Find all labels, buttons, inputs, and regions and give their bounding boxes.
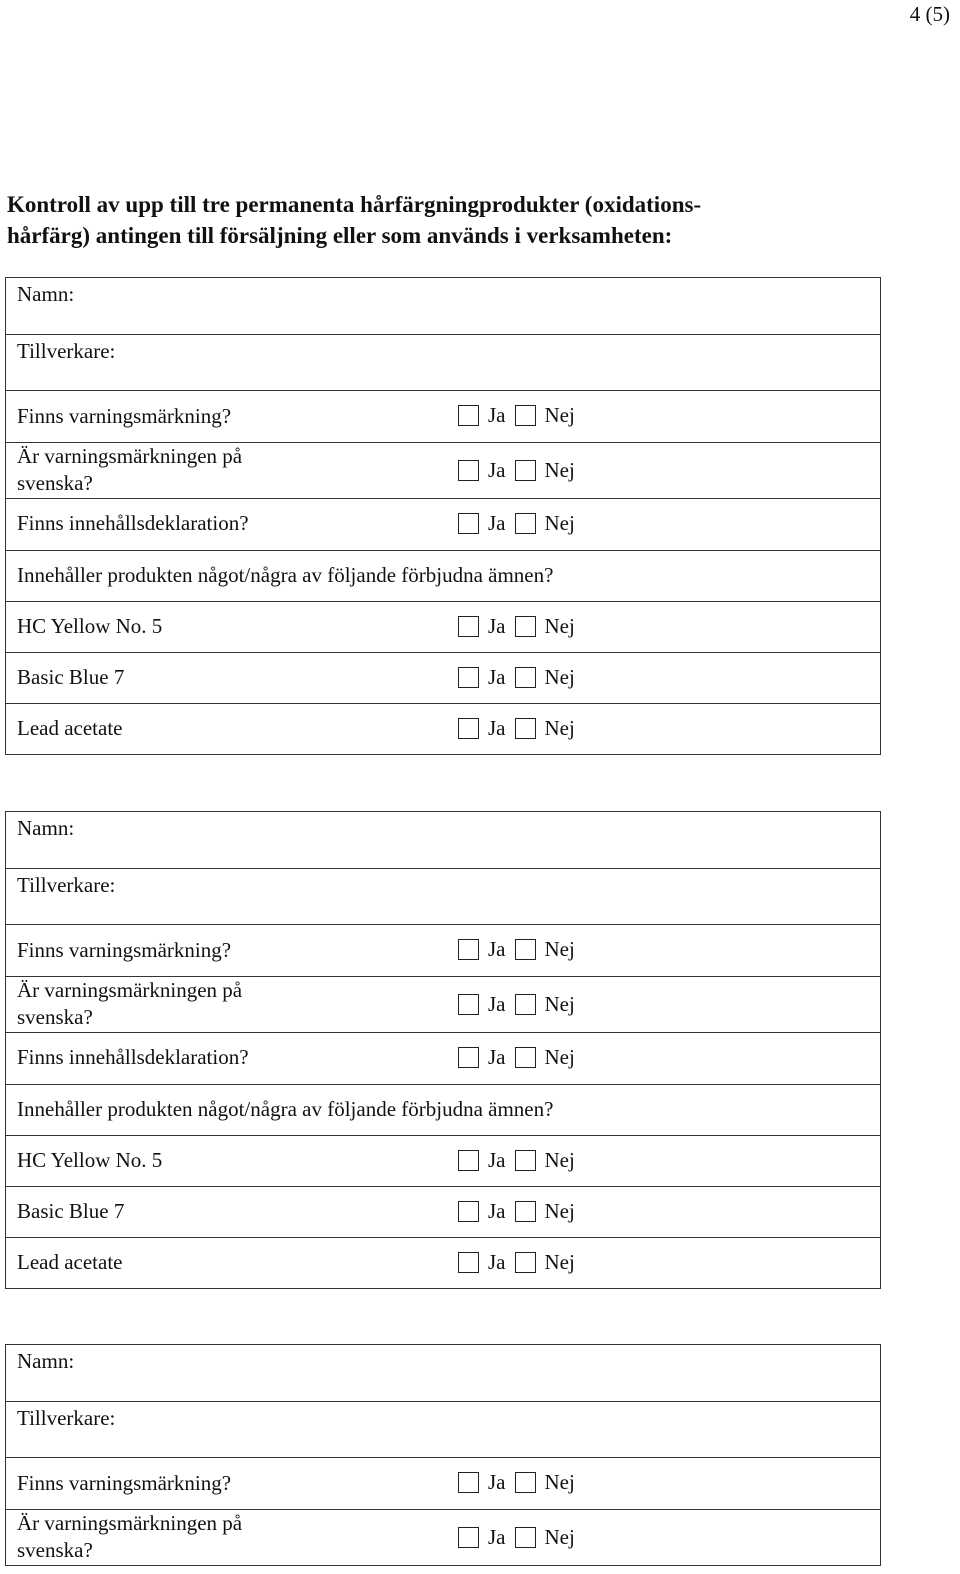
svenska-row (6, 1509, 880, 1565)
question-line-2: svenska? (17, 1005, 93, 1029)
no-checkbox[interactable] (515, 718, 536, 739)
yes-label: Ja (488, 1148, 506, 1172)
varningsmarkning-row (6, 924, 880, 976)
yes-no-options (458, 1045, 584, 1070)
question-label: Innehåller produkten något/några av följande förbjudna ämnen? (17, 563, 554, 587)
yes-checkbox[interactable] (458, 616, 479, 637)
question-label: Finns varningsmärkning? (17, 404, 232, 428)
substance-row-basic-blue (6, 1186, 880, 1237)
no-checkbox[interactable] (515, 616, 536, 637)
yes-label: Ja (488, 665, 506, 689)
yes-label: Ja (488, 992, 506, 1016)
yes-no-options (458, 1199, 584, 1224)
substance-label: HC Yellow No. 5 (17, 614, 163, 638)
question-label (17, 977, 242, 1031)
yes-checkbox[interactable] (458, 667, 479, 688)
yes-no-options (458, 992, 584, 1017)
yes-checkbox[interactable] (458, 405, 479, 426)
question-line-1: Är varningsmärkningen på (17, 444, 243, 468)
varningsmarkning-row (6, 1457, 880, 1509)
yes-checkbox[interactable] (458, 939, 479, 960)
no-checkbox[interactable] (515, 1047, 536, 1068)
tillverkare-label: Tillverkare: (17, 1406, 116, 1430)
yes-checkbox[interactable] (458, 994, 479, 1015)
yes-checkbox[interactable] (458, 718, 479, 739)
product-form-3 (5, 1344, 881, 1566)
substance-row-lead-acetate (6, 1237, 880, 1288)
question-line-1: Är varningsmärkningen på (17, 1511, 243, 1535)
substance-row-lead-acetate (6, 703, 880, 754)
no-label: Nej (544, 1045, 575, 1069)
question-label: Innehåller produkten något/några av följande förbjudna ämnen? (17, 1097, 554, 1121)
yes-no-options (458, 1148, 584, 1173)
tillverkare-row[interactable] (6, 334, 880, 390)
question-label: Finns innehållsdeklaration? (17, 511, 249, 535)
yes-no-options (458, 665, 584, 690)
no-label: Nej (544, 1470, 575, 1494)
yes-no-options (458, 1470, 584, 1495)
no-checkbox[interactable] (515, 1201, 536, 1222)
substance-label: Basic Blue 7 (17, 665, 125, 689)
no-checkbox[interactable] (515, 405, 536, 426)
svenska-row (6, 442, 880, 498)
no-label: Nej (544, 937, 575, 961)
tillverkare-row[interactable] (6, 868, 880, 924)
yes-no-options (458, 937, 584, 962)
substance-row-hc-yellow (6, 601, 880, 652)
no-checkbox[interactable] (515, 939, 536, 960)
substance-row-basic-blue (6, 652, 880, 703)
no-checkbox[interactable] (515, 460, 536, 481)
yes-label: Ja (488, 458, 506, 482)
product-form-1 (5, 277, 881, 755)
yes-checkbox[interactable] (458, 1527, 479, 1548)
no-label: Nej (544, 1250, 575, 1274)
question-line-2: svenska? (17, 471, 93, 495)
yes-label: Ja (488, 1250, 506, 1274)
no-checkbox[interactable] (515, 1472, 536, 1493)
tillverkare-label: Tillverkare: (17, 873, 116, 897)
namn-row[interactable] (6, 278, 880, 334)
question-line-2: svenska? (17, 1538, 93, 1562)
no-label: Nej (544, 403, 575, 427)
substance-row-hc-yellow (6, 1135, 880, 1186)
question-label: Finns varningsmärkning? (17, 938, 232, 962)
no-label: Nej (544, 665, 575, 689)
yes-checkbox[interactable] (458, 1201, 479, 1222)
yes-no-options (458, 511, 584, 536)
no-checkbox[interactable] (515, 1252, 536, 1273)
yes-checkbox[interactable] (458, 460, 479, 481)
no-label: Nej (544, 1199, 575, 1223)
question-line-1: Är varningsmärkningen på (17, 978, 243, 1002)
substance-label: Lead acetate (17, 716, 123, 740)
tillverkare-row[interactable] (6, 1401, 880, 1457)
yes-label: Ja (488, 716, 506, 740)
no-checkbox[interactable] (515, 667, 536, 688)
no-label: Nej (544, 1148, 575, 1172)
yes-label: Ja (488, 1199, 506, 1223)
no-label: Nej (544, 716, 575, 740)
question-label (17, 1510, 242, 1564)
yes-checkbox[interactable] (458, 1472, 479, 1493)
yes-label: Ja (488, 937, 506, 961)
namn-label: Namn: (17, 1349, 75, 1373)
no-label: Nej (544, 458, 575, 482)
page-title (7, 189, 807, 251)
yes-no-options (458, 403, 584, 428)
yes-label: Ja (488, 1470, 506, 1494)
no-label: Nej (544, 992, 575, 1016)
tillverkare-label: Tillverkare: (17, 339, 116, 363)
no-label: Nej (544, 614, 575, 638)
yes-no-options (458, 1250, 584, 1275)
no-checkbox[interactable] (515, 1527, 536, 1548)
title-line-1: Kontroll av upp till tre permanenta hårfärgningprodukter (oxidations- (7, 192, 702, 217)
yes-no-options (458, 614, 584, 639)
no-label: Nej (544, 511, 575, 535)
yes-checkbox[interactable] (458, 1150, 479, 1171)
yes-label: Ja (488, 403, 506, 427)
yes-label: Ja (488, 1045, 506, 1069)
yes-label: Ja (488, 511, 506, 535)
yes-no-options (458, 716, 584, 741)
product-form-2 (5, 811, 881, 1289)
no-label: Nej (544, 1525, 575, 1549)
yes-label: Ja (488, 1525, 506, 1549)
yes-checkbox[interactable] (458, 513, 479, 534)
innehallsdeklaration-row (6, 498, 880, 550)
no-checkbox[interactable] (515, 994, 536, 1015)
yes-label: Ja (488, 614, 506, 638)
no-checkbox[interactable] (515, 513, 536, 534)
varningsmarkning-row (6, 390, 880, 442)
question-label: Finns innehållsdeklaration? (17, 1045, 249, 1069)
page-number: 4 (5) (909, 2, 950, 26)
question-label (17, 443, 242, 497)
no-checkbox[interactable] (515, 1150, 536, 1171)
yes-no-options (458, 458, 584, 483)
yes-checkbox[interactable] (458, 1047, 479, 1068)
forbjudna-amnen-row (6, 1084, 880, 1135)
namn-row[interactable] (6, 812, 880, 868)
question-label: Finns varningsmärkning? (17, 1471, 232, 1495)
forbjudna-amnen-row (6, 550, 880, 601)
substance-label: Lead acetate (17, 1250, 123, 1274)
substance-label: Basic Blue 7 (17, 1199, 125, 1223)
substance-label: HC Yellow No. 5 (17, 1148, 163, 1172)
title-line-2: hårfärg) antingen till försäljning eller som används i verksamheten: (7, 223, 673, 248)
yes-no-options (458, 1525, 584, 1550)
namn-label: Namn: (17, 816, 75, 840)
namn-row[interactable] (6, 1345, 880, 1401)
innehallsdeklaration-row (6, 1032, 880, 1084)
yes-checkbox[interactable] (458, 1252, 479, 1273)
svenska-row (6, 976, 880, 1032)
namn-label: Namn: (17, 282, 75, 306)
